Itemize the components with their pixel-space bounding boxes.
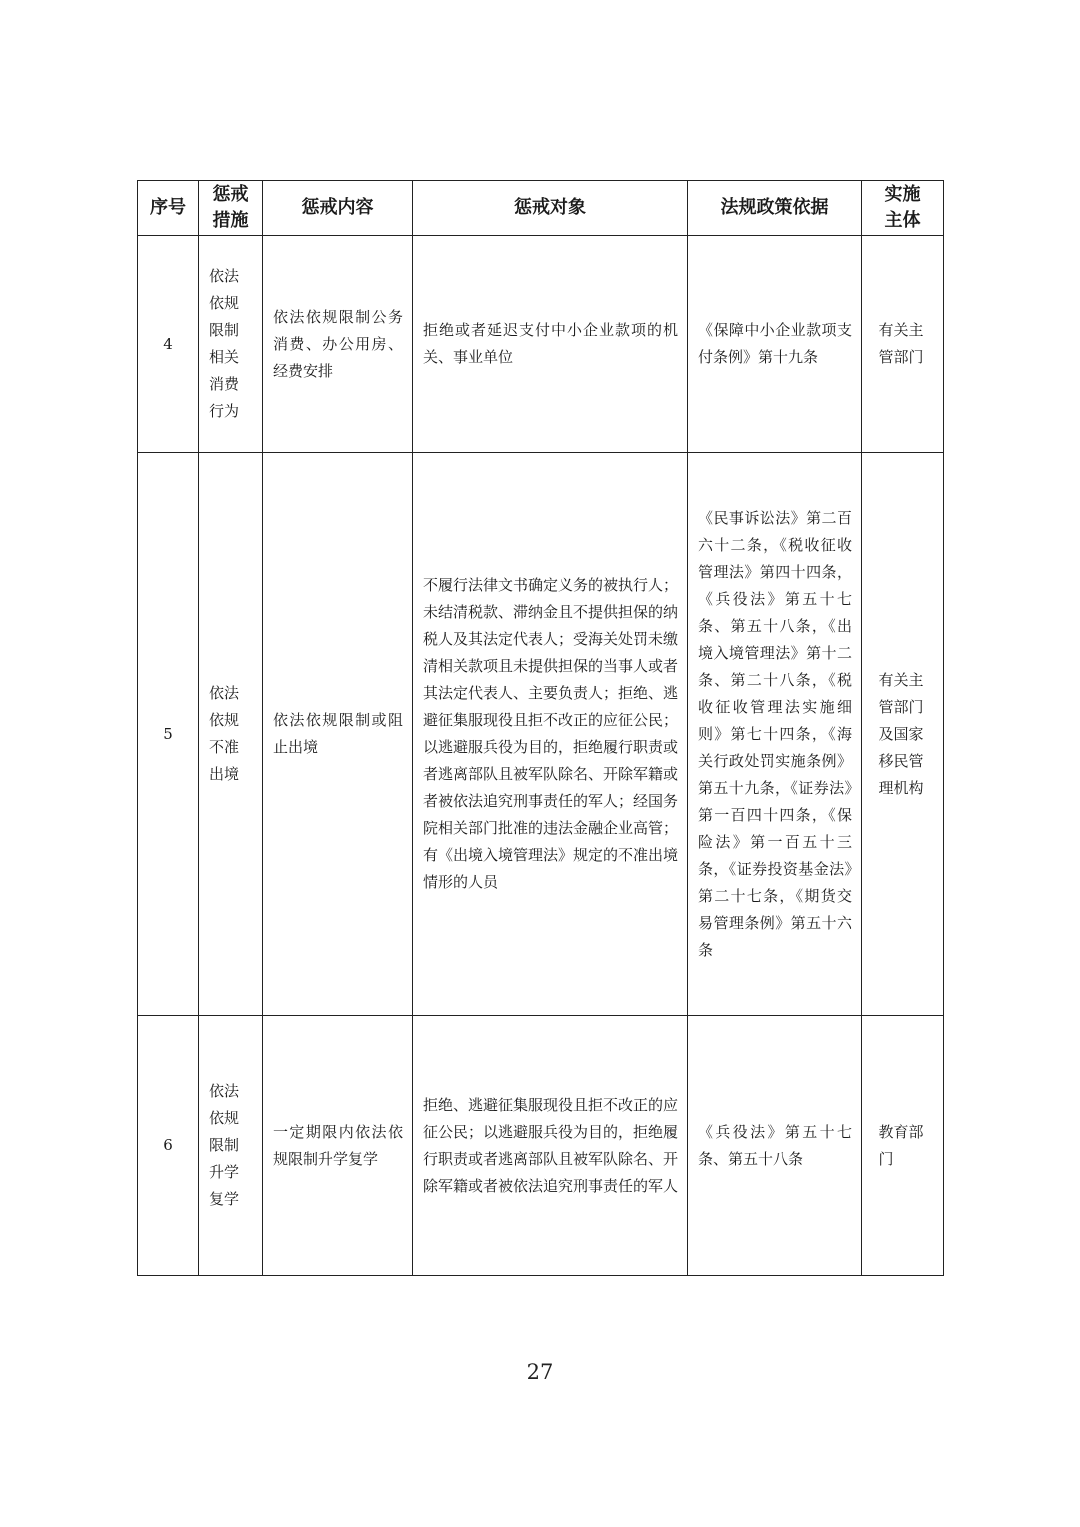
header-subject	[862, 181, 944, 236]
row-measure-text: 依法依规不准出境	[209, 684, 240, 783]
row-basis: 《兵役法》第五十七条、第五十八条	[688, 1016, 862, 1276]
row-target: 不履行法律文书确定义务的被执行人；未结清税款、滞纳金且不提供担保的纳税人及其法定代表人；受海关处罚未缴清相关款项且未提供担保的当事人或者其法定代表人、主要负责人；拒绝、逃避征集服现役且拒不改正的应征公民；以逃避服兵役为目的，拒绝履行职责或者逃离部队且被军队除名、开除军籍或者被依法追究刑事责任的军人；经国务院相关部门批准的违法金融企业高管；有《出境入境管理法》规定的不准出境情形的人员	[413, 453, 688, 1016]
row-no: 6	[138, 1016, 199, 1276]
header-measure	[199, 181, 263, 236]
row-no: 4	[138, 236, 199, 453]
table-header-row	[138, 181, 944, 236]
page-number: 27	[526, 1360, 554, 1384]
punishment-table	[137, 180, 944, 1276]
table-row	[138, 453, 944, 1016]
row-measure-text: 依法依规限制相关消费行为	[209, 267, 240, 420]
row-measure	[199, 453, 263, 1016]
row-content: 一定期限内依法依规限制升学复学	[263, 1016, 413, 1276]
header-measure-text: 惩戒措施	[212, 184, 249, 231]
row-target: 拒绝、逃避征集服现役且拒不改正的应征公民；以逃避服兵役为目的，拒绝履行职责或者逃离部队且被军队除名、开除军籍或者被依法追究刑事责任的军人	[413, 1016, 688, 1276]
row-target: 拒绝或者延迟支付中小企业款项的机关、事业单位	[413, 236, 688, 453]
row-content: 依法依规限制或阻止出境	[263, 453, 413, 1016]
header-content: 惩戒内容	[263, 181, 413, 236]
table-row	[138, 1016, 944, 1276]
row-subject-text: 有关主管部门及国家移民管理机构	[878, 670, 924, 797]
row-subject	[862, 1016, 944, 1276]
row-measure-text: 依法依规限制升学复学	[209, 1082, 240, 1208]
row-subject	[862, 236, 944, 453]
header-no: 序号	[138, 181, 199, 236]
row-basis: 《保障中小企业款项支付条例》第十九条	[688, 236, 862, 453]
row-no: 5	[138, 453, 199, 1016]
row-basis: 《民事诉讼法》第二百六十二条，《税收征收管理法》第四十四条，《兵役法》第五十七条、第五十八条，《出境入境管理法》第十二条、第二十八条，《税收征收管理法实施细则》第七十四条，《海关行政处罚实施条例》第五十九条，《证券法》第一百四十四条，《保险法》第一百五十三条，《证券投资基金法》第二十七条，《期货交易管理条例》第五十六条	[688, 453, 862, 1016]
row-measure	[199, 1016, 263, 1276]
row-subject-text: 教育部门	[878, 1122, 924, 1168]
table-row	[138, 236, 944, 453]
row-subject	[862, 453, 944, 1016]
header-target: 惩戒对象	[413, 181, 688, 236]
header-subject-text: 实施主体	[884, 184, 921, 231]
row-content: 依法依规限制公务消费、办公用房、经费安排	[263, 236, 413, 453]
row-measure	[199, 236, 263, 453]
row-subject-text: 有关主管部门	[878, 321, 924, 366]
header-basis: 法规政策依据	[688, 181, 862, 236]
